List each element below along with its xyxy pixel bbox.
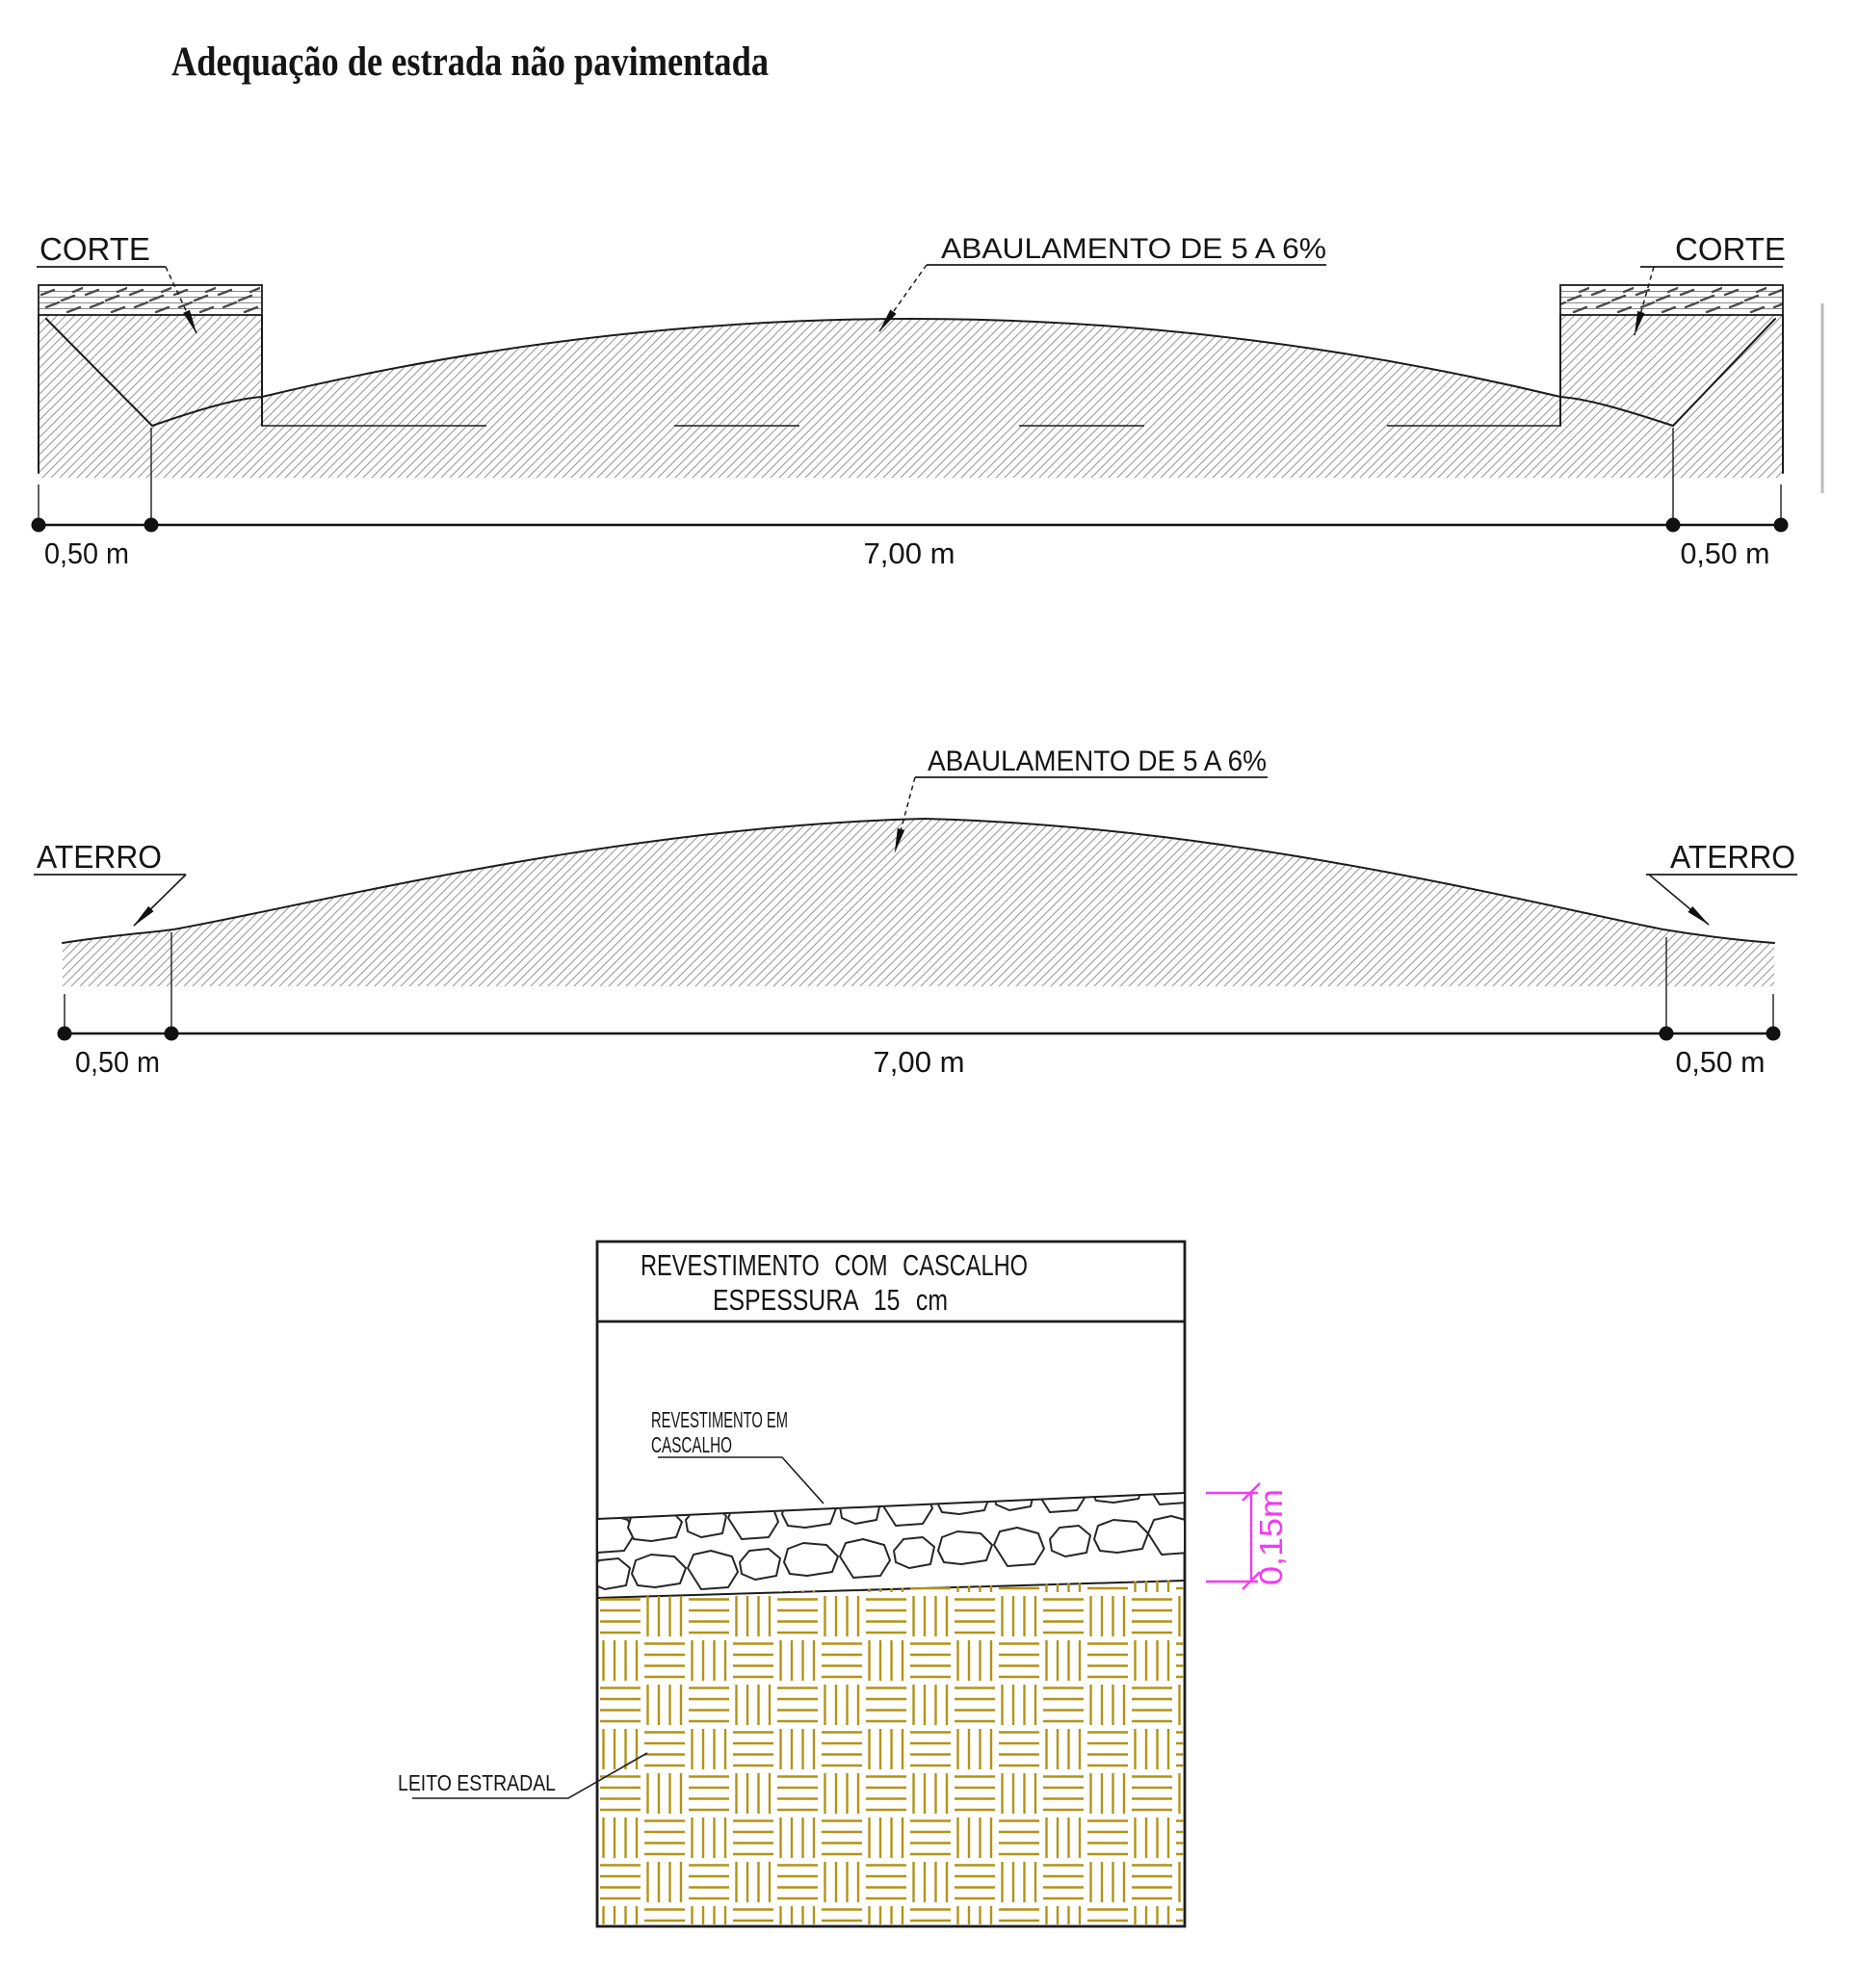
drawing-title: Adequação de estrada não pavimentada <box>171 39 769 85</box>
gravel-detail <box>398 1242 1289 1926</box>
cut-camber-label: ABAULAMENTO DE 5 A 6% <box>941 233 1326 265</box>
dimension-point <box>32 518 46 533</box>
detail-title-line2: ESPESSURA 15 cm <box>713 1283 948 1317</box>
fill-dim-center: 7,00 m <box>873 1045 965 1079</box>
dimension-point <box>144 518 159 533</box>
detail-title-line1: REVESTIMENTO COM CASCALHO <box>641 1248 1028 1282</box>
dimension-point <box>1660 1027 1674 1041</box>
thickness-label: 0,15m <box>1253 1497 1289 1585</box>
road-bed-label: LEITO ESTRADAL <box>398 1770 557 1795</box>
corte-left-label: CORTE <box>39 231 150 267</box>
aterro-right-leader <box>1649 875 1709 925</box>
gravel-label-leader <box>658 1457 824 1504</box>
dimension-point <box>58 1027 72 1041</box>
topsoil-left <box>39 285 262 315</box>
cut-dim-right: 0,50 m <box>1680 536 1770 570</box>
fill-dim-right: 0,50 m <box>1675 1045 1766 1079</box>
cut-dim-left: 0,50 m <box>44 536 129 570</box>
fill-section <box>34 746 1797 1079</box>
corte-right-label: CORTE <box>1675 231 1786 267</box>
dimension-point <box>1766 1027 1781 1041</box>
cut-dim-center: 7,00 m <box>863 536 955 570</box>
thickness-dimension <box>1206 1483 1289 1589</box>
fill-camber-label: ABAULAMENTO DE 5 A 6% <box>928 746 1267 777</box>
cut-section <box>32 231 1823 570</box>
gravel-stones <box>584 1466 1198 1589</box>
aterro-right-label: ATERRO <box>1670 839 1795 875</box>
dimension-point <box>1666 518 1681 533</box>
gravel-label-line2: CASCALHO <box>651 1432 732 1457</box>
dimension-point <box>165 1027 179 1041</box>
topsoil-right <box>1560 285 1783 315</box>
gravel-label-line1: REVESTIMENTO EM <box>651 1407 788 1432</box>
dimension-point <box>1774 518 1789 533</box>
road-bed-weave <box>598 1580 1184 1924</box>
aterro-left-label: ATERRO <box>37 839 162 875</box>
fill-dim-left: 0,50 m <box>75 1045 160 1079</box>
cut-ground-hatch <box>39 315 1783 478</box>
aterro-left-leader <box>134 875 186 926</box>
fill-ground-hatch <box>63 819 1774 986</box>
